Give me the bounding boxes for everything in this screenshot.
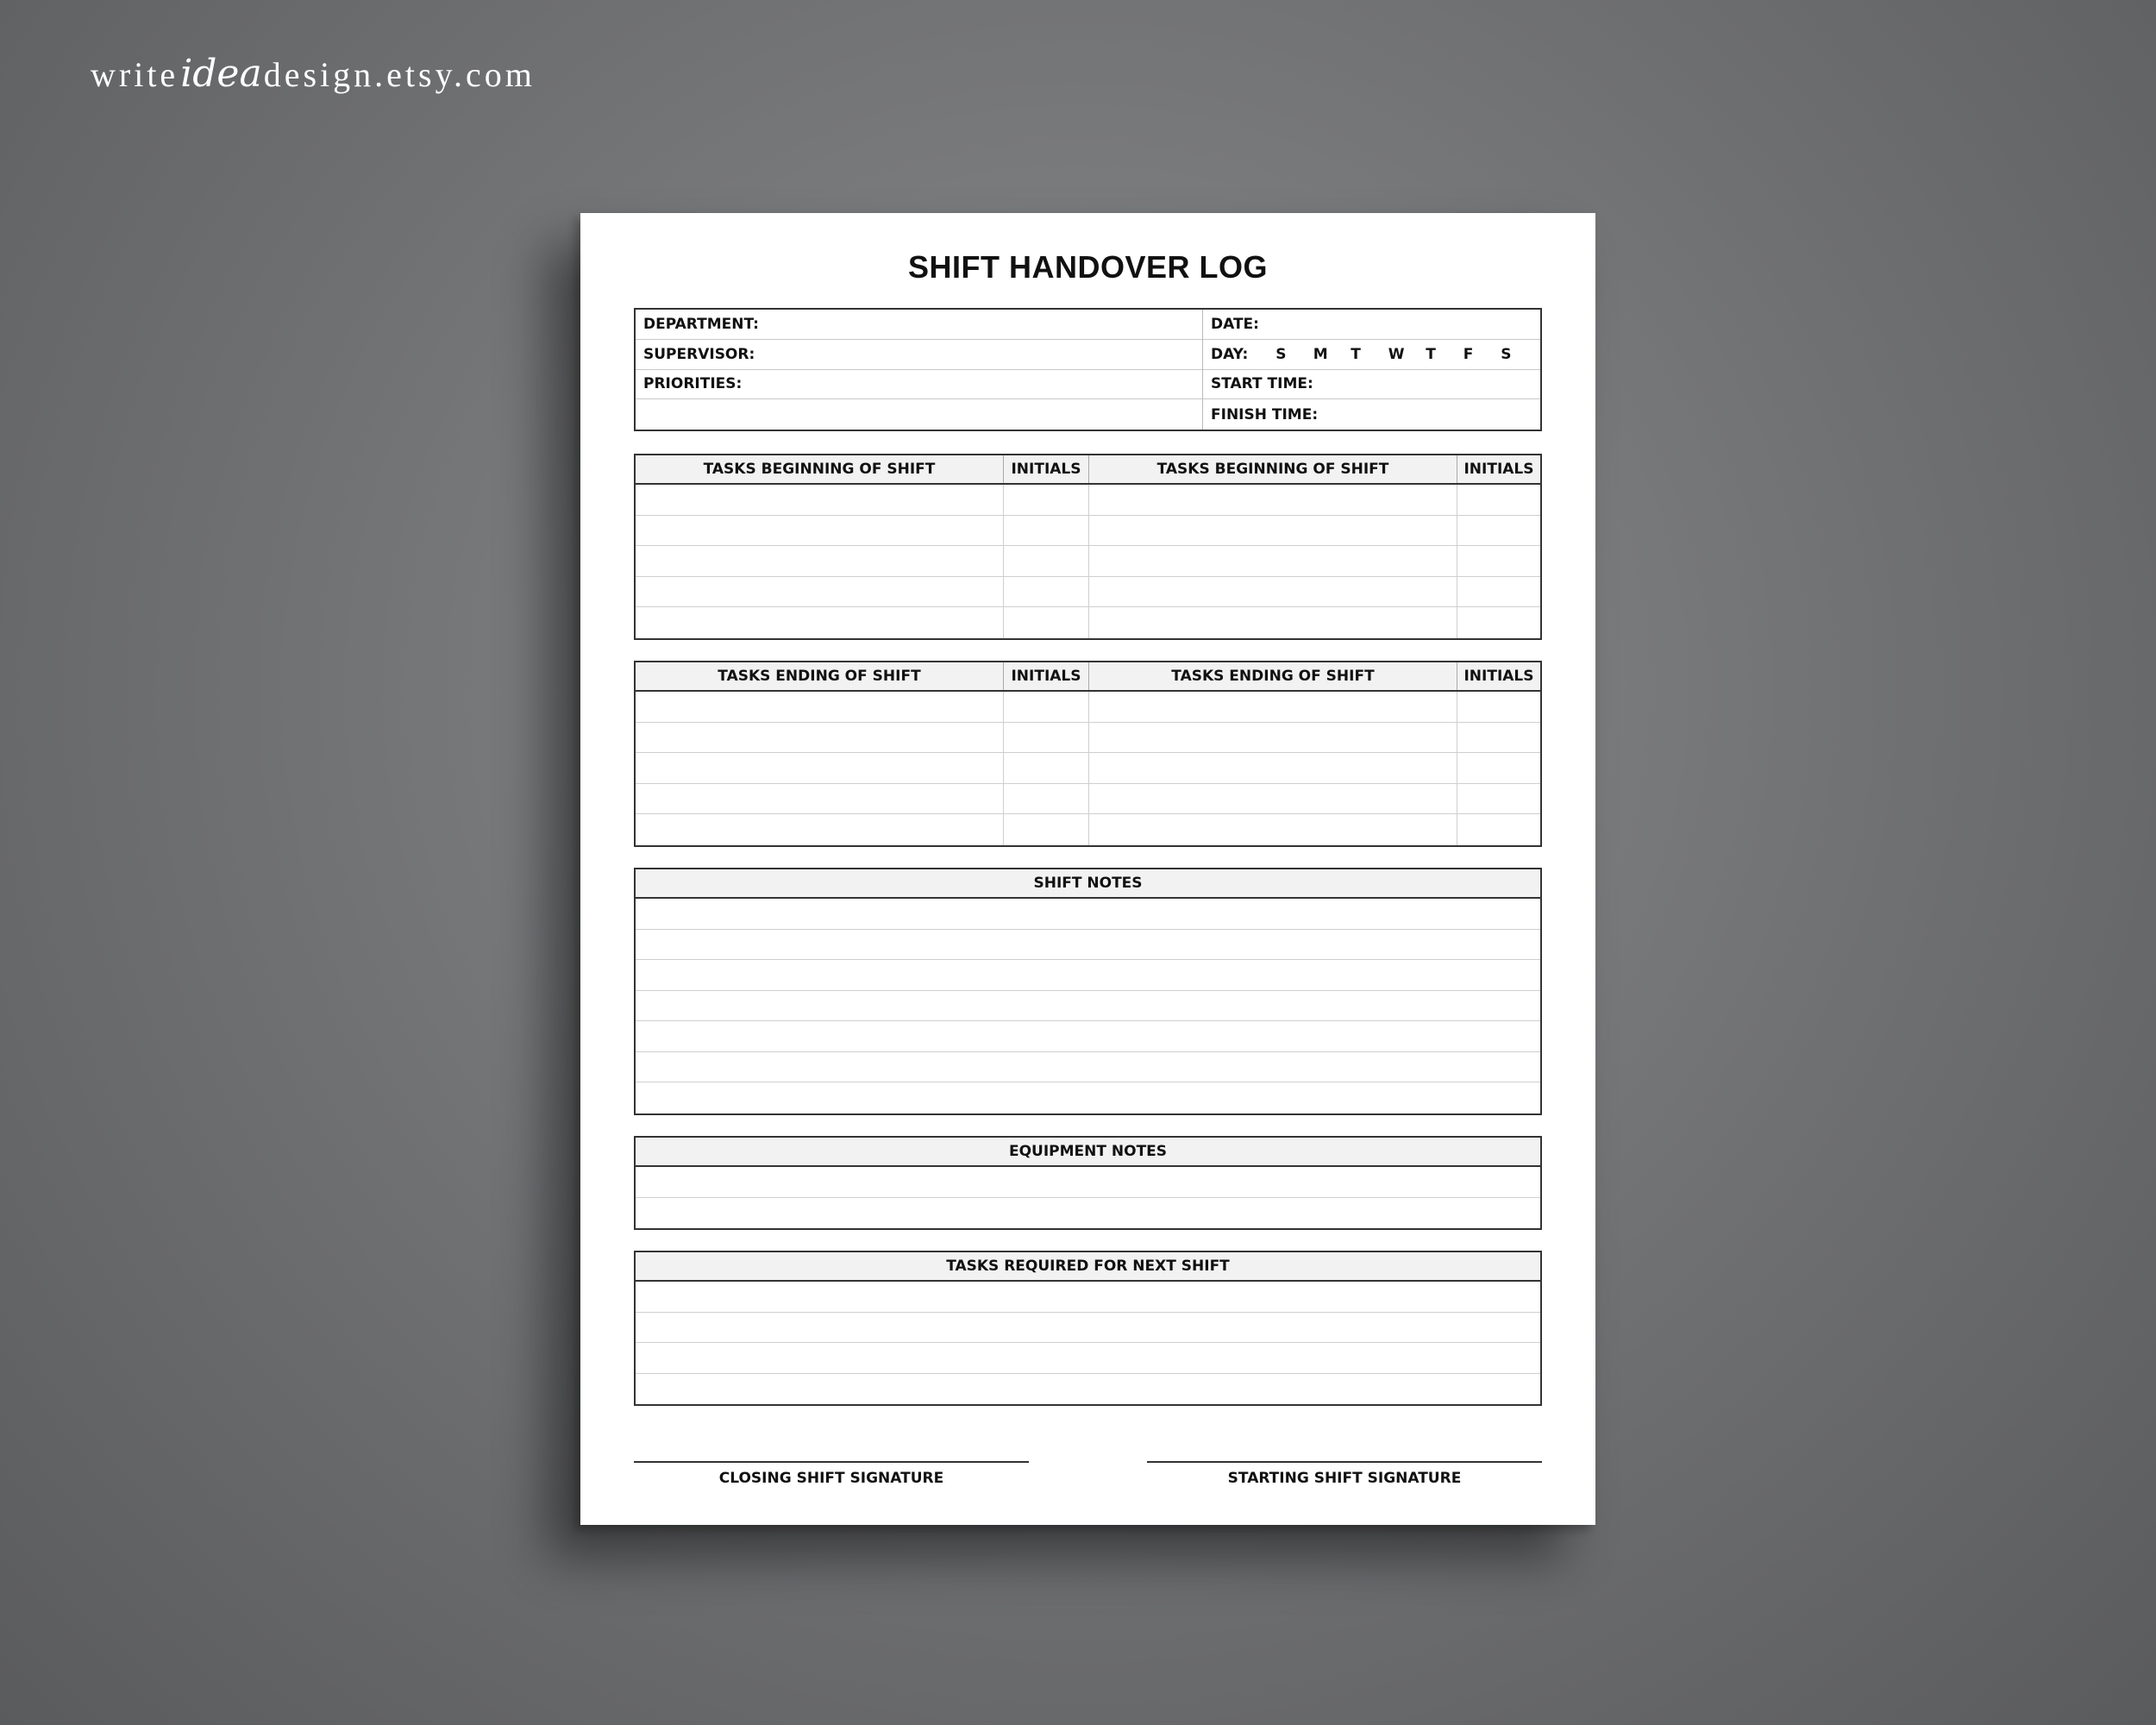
table-cell[interactable]	[1457, 692, 1540, 722]
table-cell[interactable]	[1089, 516, 1457, 546]
column-header: TASKS BEGINNING OF SHIFT	[1089, 455, 1457, 483]
table-cell[interactable]	[1004, 753, 1089, 783]
table-row	[636, 485, 1540, 516]
table-row	[636, 577, 1540, 608]
column-header: INITIALS	[1004, 662, 1089, 690]
table-cell[interactable]	[1089, 723, 1457, 753]
table-cell[interactable]	[1004, 485, 1089, 515]
table-cell[interactable]	[1089, 607, 1457, 638]
table-cell[interactable]	[1004, 784, 1089, 814]
table-header	[636, 869, 1540, 899]
table-cell[interactable]	[1089, 692, 1457, 722]
table-cell[interactable]	[636, 784, 1004, 814]
supervisor-label: SUPERVISOR:	[643, 345, 755, 363]
column-header: INITIALS	[1463, 668, 1534, 685]
finish-time-field[interactable]	[1203, 399, 1540, 430]
watermark-logo	[91, 52, 536, 96]
column-header: INITIALS	[1004, 455, 1089, 483]
table-cell[interactable]	[1457, 577, 1540, 607]
next-shift-tasks-table	[634, 1251, 1542, 1406]
notes-line[interactable]	[636, 960, 1540, 991]
table-cell[interactable]	[1457, 723, 1540, 753]
finish-time-label: FINISH TIME:	[1211, 405, 1319, 423]
day-option-wednesday[interactable]: W	[1388, 345, 1405, 363]
table-cell[interactable]	[1457, 516, 1540, 546]
starting-signature-label: STARTING SHIFT SIGNATURE	[1227, 1470, 1462, 1487]
table-cell[interactable]	[1457, 546, 1540, 576]
table-cell[interactable]	[636, 516, 1004, 546]
notes-line[interactable]	[636, 1343, 1540, 1374]
section-header: TASKS REQUIRED FOR NEXT SHIFT	[946, 1258, 1230, 1275]
table-row	[636, 784, 1540, 815]
priorities-field-continued[interactable]	[636, 399, 1202, 430]
table-cell[interactable]	[1089, 485, 1457, 515]
page-title: SHIFT HANDOVER LOG	[907, 249, 1268, 285]
table-row	[636, 607, 1540, 638]
table-cell[interactable]	[1089, 753, 1457, 783]
table-cell[interactable]	[636, 485, 1004, 515]
priorities-field[interactable]	[636, 370, 1202, 400]
table-header	[636, 1252, 1540, 1282]
table-cell[interactable]	[1004, 546, 1089, 576]
notes-line[interactable]	[636, 1167, 1540, 1198]
log-sheet	[580, 213, 1595, 1525]
notes-line[interactable]	[636, 1082, 1540, 1113]
table-cell[interactable]	[1457, 485, 1540, 515]
day-option-friday[interactable]: F	[1463, 345, 1474, 363]
tasks-beginning-table	[634, 454, 1542, 640]
table-row	[636, 546, 1540, 577]
table-cell[interactable]	[1004, 692, 1089, 722]
starting-signature-line[interactable]	[1147, 1461, 1542, 1487]
table-cell[interactable]	[636, 753, 1004, 783]
section-header: SHIFT NOTES	[1033, 875, 1143, 892]
table-cell[interactable]	[636, 723, 1004, 753]
notes-line[interactable]	[636, 1313, 1540, 1344]
day-option-saturday[interactable]: S	[1501, 345, 1512, 363]
department-label: DEPARTMENT:	[643, 315, 759, 333]
table-header	[636, 662, 1540, 692]
column-header: INITIALS	[1463, 461, 1534, 478]
table-header	[636, 455, 1540, 485]
table-cell[interactable]	[1457, 753, 1540, 783]
table-cell[interactable]	[1004, 516, 1089, 546]
tasks-ending-table	[634, 661, 1542, 847]
day-option-thursday[interactable]: T	[1426, 345, 1436, 363]
table-cell[interactable]	[1457, 814, 1540, 845]
date-label: DATE:	[1211, 315, 1259, 333]
start-time-label: START TIME:	[1211, 375, 1313, 393]
table-cell[interactable]	[1089, 577, 1457, 607]
table-cell[interactable]	[636, 814, 1004, 845]
table-cell[interactable]	[1457, 784, 1540, 814]
day-option-monday[interactable]: M	[1313, 345, 1328, 363]
table-cell[interactable]	[1089, 784, 1457, 814]
table-cell[interactable]	[636, 546, 1004, 576]
date-field[interactable]	[1203, 310, 1540, 340]
start-time-field[interactable]	[1203, 370, 1540, 400]
day-option-tuesday[interactable]: T	[1351, 345, 1361, 363]
table-cell[interactable]	[1004, 814, 1089, 845]
day-options	[1275, 346, 1539, 363]
table-cell[interactable]	[1004, 723, 1089, 753]
day-field[interactable]	[1203, 340, 1540, 370]
table-cell[interactable]	[1457, 607, 1540, 638]
table-cell[interactable]	[636, 692, 1004, 722]
day-option-sunday[interactable]: S	[1275, 345, 1287, 363]
table-row	[636, 692, 1540, 723]
department-field[interactable]	[636, 310, 1202, 340]
shift-notes-table	[634, 868, 1542, 1115]
column-header: TASKS BEGINNING OF SHIFT	[636, 455, 1004, 483]
notes-line[interactable]	[636, 1374, 1540, 1405]
notes-line[interactable]	[636, 1282, 1540, 1313]
table-cell[interactable]	[1004, 577, 1089, 607]
watermark-text-pre: write	[91, 55, 179, 94]
table-cell[interactable]	[1089, 814, 1457, 845]
notes-line[interactable]	[636, 899, 1540, 930]
notes-line[interactable]	[636, 991, 1540, 1022]
section-header: EQUIPMENT NOTES	[1008, 1143, 1168, 1160]
column-header: TASKS ENDING OF SHIFT	[1089, 662, 1457, 690]
watermark-text-post: design.etsy.com	[263, 55, 536, 94]
closing-signature-label: CLOSING SHIFT SIGNATURE	[718, 1470, 944, 1487]
table-header	[636, 1138, 1540, 1167]
table-cell[interactable]	[1089, 546, 1457, 576]
info-box	[634, 308, 1542, 431]
column-header: TASKS ENDING OF SHIFT	[636, 662, 1004, 690]
table-row	[636, 814, 1540, 845]
equipment-notes-table	[634, 1136, 1542, 1230]
closing-signature-line[interactable]	[634, 1461, 1029, 1487]
priorities-label: PRIORITIES:	[643, 375, 743, 393]
table-cell[interactable]	[636, 577, 1004, 607]
notes-line[interactable]	[636, 1052, 1540, 1083]
table-row	[636, 753, 1540, 784]
table-row	[636, 516, 1540, 547]
table-cell[interactable]	[1004, 607, 1089, 638]
notes-line[interactable]	[636, 1198, 1540, 1229]
watermark-text-script: idea	[180, 52, 262, 96]
notes-line[interactable]	[636, 930, 1540, 961]
table-cell[interactable]	[636, 607, 1004, 638]
table-row	[636, 723, 1540, 754]
day-label: DAY:	[1211, 345, 1249, 363]
notes-line[interactable]	[636, 1021, 1540, 1052]
supervisor-field[interactable]	[636, 340, 1202, 370]
